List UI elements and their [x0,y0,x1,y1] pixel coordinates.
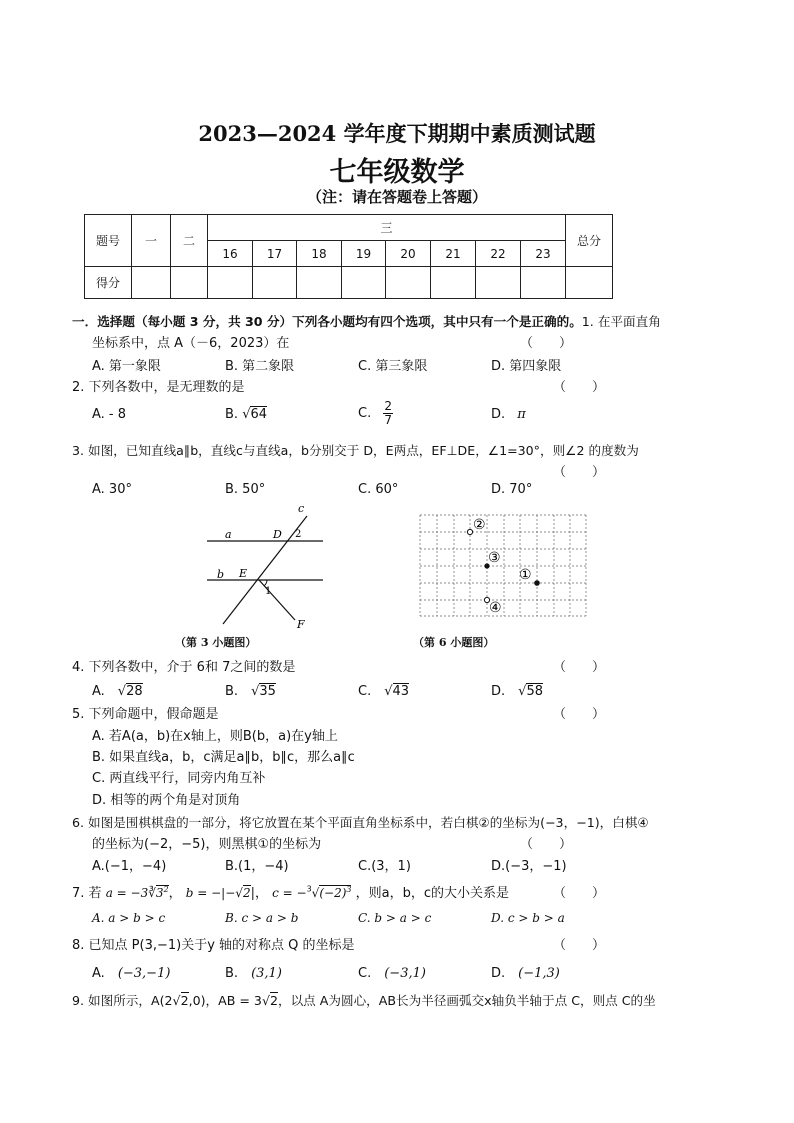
q8-stem: 8. 已知点 P(3,−1)关于y 轴的对称点 Q 的坐标是 [72,938,355,953]
figure-q6-caption: （第 6 小题图） [413,636,495,649]
q3-option-b: B. 50° [225,482,266,497]
exam-subtitle: 七年级数学 [329,157,465,188]
exam-title: 2023—2024 学年度下期期中素质测试题 [198,121,596,146]
q8-option-b: B. (3,1) [225,966,282,981]
q5-option-a: A. 若A(a，b)在x轴上，则B(b，a)在y轴上 [92,729,338,744]
col-total: 总分 [566,215,613,267]
sub-col: 16 [208,241,253,267]
score-cell [521,267,566,299]
q3-answer-paren: （ ） [553,465,606,480]
score-cell [476,267,521,299]
label-b: b [217,568,225,581]
q2-option-a: A. - 8 [92,407,127,422]
q8-option-a: A. (−3,−1) [92,966,171,981]
q2-option-d: D. π [491,407,526,422]
score-cell [566,267,613,299]
q6-stem-line1: 6. 如图是围棋棋盘的一部分，将它放置在某个平面直角坐标系中，若白棋②的坐标为(−3，−1)，白棋④ [72,815,649,830]
q5-stem: 5. 下列命题中，假命题是 [72,707,219,722]
label-stone-2: ② [473,517,486,533]
q7-option-d: D. c > b > a [491,911,565,925]
q8-option-d: D. (−1,3) [491,966,560,981]
angle-1-arc [265,580,268,586]
q7-answer-paren: （ ） [553,886,606,901]
q5-option-b: B. 如果直线a，b，c满足a∥b，b∥c，那么a∥c [92,750,355,765]
q4-option-c: C. √43 [358,684,410,699]
q4-stem: 4. 下列各数中，介于 6和 7之间的数是 [72,660,296,675]
q3-stem: 3. 如图，已知直线a∥b，直线c与直线a，b分别交于 D，E两点，EF⊥DE，∠1=30°，则∠2 的度数为 [72,443,639,458]
sub-col: 17 [253,241,297,267]
figure-q3-caption: （第 3 小题图） [175,636,257,649]
figure-q3 [195,500,330,635]
col-section-1: 一 [132,215,171,267]
figure-q6 [418,512,590,618]
score-cell [132,267,171,299]
q6-option-a: A.(−1，−4) [92,859,167,874]
q6-stem-line2: 的坐标为(−2，−5)，则黑棋①的坐标为 [92,837,322,852]
label-e: E [239,567,248,580]
q2-option-c: C. $\frac{2}{7}$ [358,399,392,427]
label-angle-1: 1 [265,586,272,597]
q1-option-d: D. 第四象限 [491,359,562,374]
sub-col: 21 [431,241,476,267]
sub-col: 19 [342,241,386,267]
q7-option-a: A. a > b > c [92,911,166,925]
q5-option-d: D. 相等的两个角是对顶角 [92,793,241,808]
q9-stem: 9. 如图所示，A(2√2,0)，AB = 3√2，以点 A为圆心，AB长为半径画弧交x轴负半轴于点 C，则点 C的坐 [72,993,656,1008]
q4-option-b: B. √35 [225,684,276,699]
score-cell [431,267,476,299]
q2-stem: 2. 下列各数中，是无理数的是 [72,380,245,395]
q1-answer-paren: （ ） [520,336,573,351]
q6-option-d: D.(−3，−1) [491,859,567,874]
score-cell [253,267,297,299]
exam-note: （注：请在答题卷上答题） [306,188,487,206]
q1-option-b: B. 第二象限 [225,359,295,374]
score-cell [208,267,253,299]
col-section-2: 二 [171,215,208,267]
label-stone-1: ① [519,567,532,583]
label-stone-3: ③ [488,550,501,566]
q1-option-a: A. 第一象限 [92,359,161,374]
q7-stem: 7. 若 $a = -3∛3^2$， b = −|−√2|， $c = -^3√(-2)^3$ ，则a，b，c的大小关系是 [72,884,509,901]
black-stone-1 [534,580,540,586]
q4-option-a: A. √28 [92,684,143,699]
sub-col: 20 [386,241,431,267]
row-label-score: 得分 [85,267,132,299]
q8-option-c: C. (−3,1) [358,966,426,981]
q5-answer-paren: （ ） [553,707,606,722]
sub-col: 18 [297,241,342,267]
q2-answer-paren: （ ） [553,380,606,395]
score-cell [386,267,431,299]
q4-answer-paren: （ ） [553,660,606,675]
label-c: c [298,502,305,515]
q6-option-c: C.(3，1) [358,859,411,874]
q1-stem: 坐标系中，点 A（－6，2023）在 [92,336,290,351]
q4-option-d: D. √58 [491,684,543,699]
label-a: a [225,528,232,541]
q2-option-b: B. √64 [225,407,268,422]
label-angle-2: 2 [295,529,302,540]
q3-option-c: C. 60° [358,482,399,497]
label-d: D [273,528,282,541]
col-section-3: 三 [208,215,566,241]
score-table [84,214,613,299]
q7-option-b: B. c > a > b [225,911,299,925]
sub-col: 22 [476,241,521,267]
q6-answer-paren: （ ） [520,837,573,852]
label-stone-4: ④ [489,600,502,616]
q7-option-c: C. b > a > c [358,911,432,925]
q3-option-d: D. 70° [491,482,533,497]
row-label-question: 题号 [85,215,132,267]
score-cell [342,267,386,299]
q6-option-b: B.(1，−4) [225,859,289,874]
sub-col: 23 [521,241,566,267]
q5-option-c: C. 两直线平行，同旁内角互补 [92,771,266,786]
label-f: F [297,618,305,631]
score-cell [297,267,342,299]
q3-option-a: A. 30° [92,482,132,497]
q8-answer-paren: （ ） [553,938,606,953]
section-1-heading: 一．选择题（每小题 3 分，共 30 分）下列各小题均有四个选项，其中只有一个是正确的。1. 在平面直角 [72,314,661,329]
white-stone-2 [467,529,472,534]
score-cell [171,267,208,299]
q1-option-c: C. 第三象限 [358,359,428,374]
